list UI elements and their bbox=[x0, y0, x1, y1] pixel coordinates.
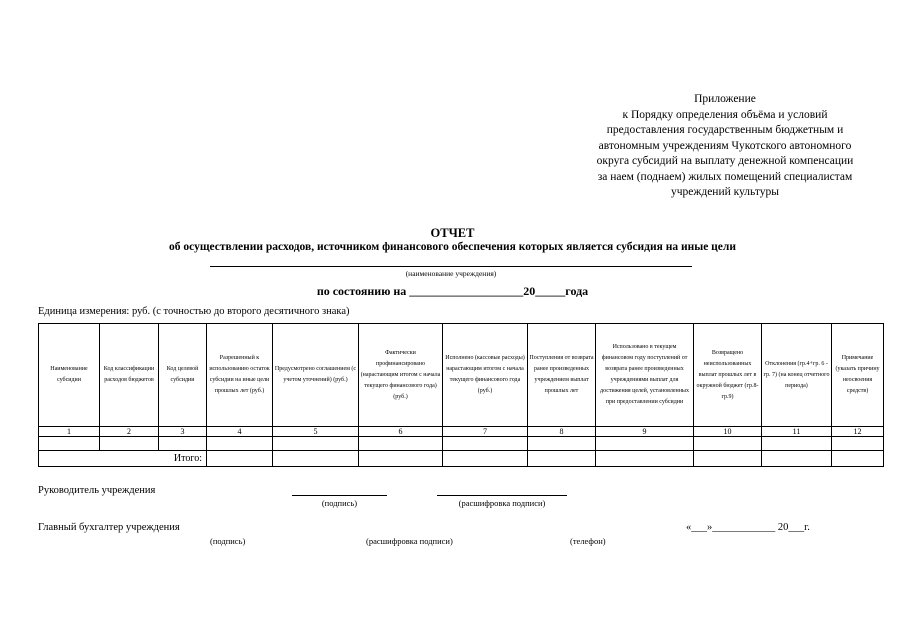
institution-caption: (наименование учреждения) bbox=[405, 269, 497, 278]
table-header-cell: Исполнено (кассовые расходы) нарастающим итогом с начала текущего финансового года (руб.) bbox=[443, 324, 528, 427]
total-cell[interactable] bbox=[528, 451, 596, 467]
table-cell[interactable] bbox=[528, 437, 596, 451]
total-cell[interactable] bbox=[762, 451, 832, 467]
appendix-line: учреждений культуры bbox=[671, 186, 779, 198]
column-number: 1 bbox=[39, 427, 100, 437]
table-row bbox=[39, 437, 884, 451]
table-header-cell: Предусмотрено соглашением (с учетом уточнений) (руб.) bbox=[273, 324, 359, 427]
appendix-line: Приложение bbox=[694, 93, 756, 105]
table-cell[interactable] bbox=[443, 437, 528, 451]
accountant-signature-caption: (подпись) bbox=[210, 536, 246, 546]
as-of-date: по состоянию на ___________________20_____года bbox=[316, 284, 589, 298]
table-cell[interactable] bbox=[359, 437, 443, 451]
column-number: 7 bbox=[443, 427, 528, 437]
total-cell[interactable] bbox=[359, 451, 443, 467]
column-number: 12 bbox=[832, 427, 884, 437]
total-cell[interactable] bbox=[443, 451, 528, 467]
column-number: 10 bbox=[694, 427, 762, 437]
report-title: ОТЧЕТ bbox=[430, 226, 475, 240]
table-header-cell: Возвращено неиспользованных выплат прошлых лет в окружной бюджет (гр.8-гр.9) bbox=[694, 324, 762, 427]
total-cell[interactable] bbox=[273, 451, 359, 467]
appendix-line: автономным учреждениям Чукотского автономного bbox=[598, 139, 852, 152]
table-header-cell: Код классификации расходов бюджетов bbox=[100, 324, 159, 427]
table-header-cell: Примечание (указать причину неосвоения средств) bbox=[832, 324, 884, 427]
accountant-phone-caption: (телефон) bbox=[570, 536, 606, 546]
head-signature-line bbox=[292, 495, 387, 496]
table-cell[interactable] bbox=[596, 437, 694, 451]
table-cell[interactable] bbox=[159, 437, 207, 451]
column-number: 2 bbox=[100, 427, 159, 437]
table-cell[interactable] bbox=[694, 437, 762, 451]
table-header-cell: Поступления от возврата ранее произведенных учреждением выплат прошлых лет bbox=[528, 324, 596, 427]
table-cell[interactable] bbox=[762, 437, 832, 451]
column-number: 3 bbox=[159, 427, 207, 437]
head-label: Руководитель учреждения bbox=[38, 485, 156, 496]
column-number: 8 bbox=[528, 427, 596, 437]
accountant-decryption-caption: (расшифровка подписи) bbox=[366, 536, 453, 546]
appendix-line: к Порядку определения объёма и условий bbox=[622, 108, 828, 121]
appendix-line: предоставления государственным бюджетным и bbox=[606, 124, 844, 136]
report-date: «___»____________ 20___г. bbox=[686, 522, 810, 533]
report-table bbox=[38, 323, 884, 467]
total-label: Итого: bbox=[39, 451, 207, 467]
table-cell[interactable] bbox=[207, 437, 273, 451]
column-number-row bbox=[39, 427, 884, 437]
table-header-cell: Фактически профинансировано (нарастающим итогом с начала текущего финансового года) (руб.) bbox=[359, 324, 443, 427]
table-cell[interactable] bbox=[39, 437, 100, 451]
column-number: 4 bbox=[207, 427, 273, 437]
table-header-row bbox=[39, 324, 884, 427]
total-cell[interactable] bbox=[832, 451, 884, 467]
total-cell[interactable] bbox=[596, 451, 694, 467]
accountant-label: Главный бухгалтер учреждения bbox=[38, 522, 180, 533]
units-of-measure: Единица измерения: руб. (с точностью до второго десятичного знака) bbox=[38, 306, 350, 317]
table-cell[interactable] bbox=[273, 437, 359, 451]
head-decryption-line bbox=[437, 495, 567, 496]
table-header-cell: Наименование субсидии bbox=[39, 324, 100, 427]
institution-name-line bbox=[210, 266, 692, 267]
table-header-cell: Использовано в текущем финансовом году поступлений от возврата ранее произведенных учреждениями выплат для достижения целей, установленных при предоставлении субсидии bbox=[596, 324, 694, 427]
column-number: 9 bbox=[596, 427, 694, 437]
appendix-block bbox=[560, 92, 890, 201]
head-decryption-caption: (расшифровка подписи) bbox=[458, 498, 546, 508]
total-cell[interactable] bbox=[694, 451, 762, 467]
table-cell[interactable] bbox=[100, 437, 159, 451]
column-number: 5 bbox=[273, 427, 359, 437]
table-header-cell: Разрешенный к использованию остаток субсидии на иные цели прошлых лет (руб.) bbox=[207, 324, 273, 427]
total-row bbox=[39, 451, 884, 467]
column-number: 11 bbox=[762, 427, 832, 437]
head-signature-caption: (подпись) bbox=[321, 498, 358, 508]
table-header-cell: Отклонения (гр.4+гр. 6 - гр. 7) (на конец отчетного периода) bbox=[762, 324, 832, 427]
column-number: 6 bbox=[359, 427, 443, 437]
table-header-cell: Код целевой субсидии bbox=[159, 324, 207, 427]
total-cell[interactable] bbox=[207, 451, 273, 467]
appendix-line: округа субсидий на выплату денежной компенсации bbox=[596, 155, 854, 167]
table-cell[interactable] bbox=[832, 437, 884, 451]
report-subtitle: об осуществлении расходов, источником финансового обеспечения которых является субсидия на иные цели bbox=[169, 241, 736, 253]
appendix-line: за наем (поднаем) жилых помещений специалистам bbox=[597, 170, 853, 183]
